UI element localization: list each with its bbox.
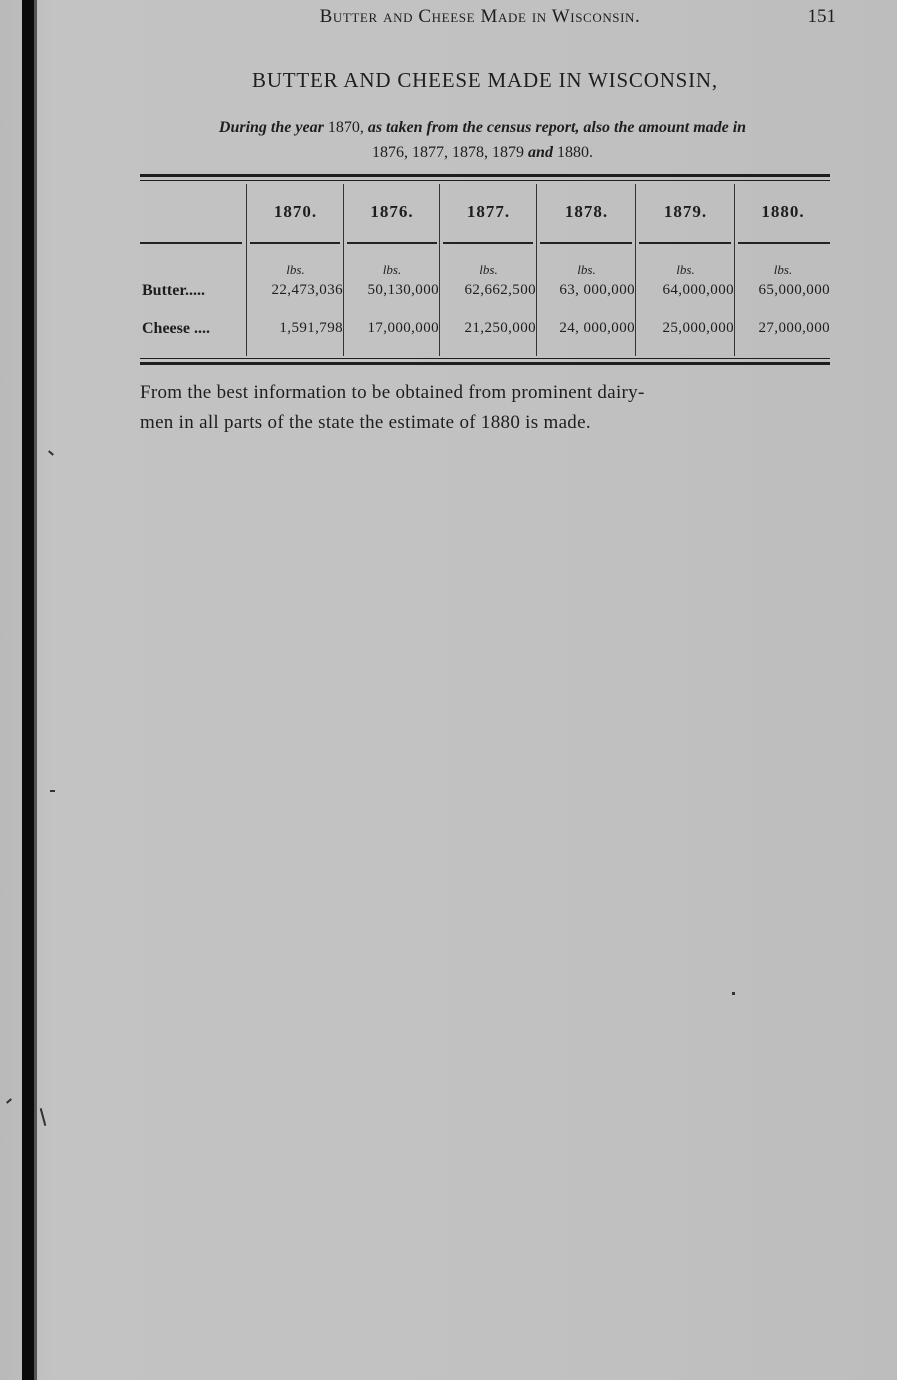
row-label-cheese: Cheese .... [142,320,210,337]
column-header-1878: 1878. [564,202,609,221]
binding-edge [22,0,34,1380]
butter-1878: 63, 000,000 [559,282,635,298]
page-title: BUTTER AND CHEESE MADE IN WISCONSIN, [252,68,718,92]
butter-1879: 64,000,000 [662,282,734,298]
unit-label: lbs. [382,262,402,277]
subtitle-years: 1876, 1877, 1878, 1879 [372,144,525,161]
page-subtitle [130,115,835,165]
unit-label: lbs. [676,262,695,277]
subtitle-year: 1870, [327,119,364,136]
table-bottom-rule [140,362,830,365]
binding-shadow [34,0,37,1380]
butter-1876: 50,130,000 [367,282,439,298]
column-header-1879: 1879. [663,202,708,221]
butter-1880: 65,000,000 [758,282,830,298]
butter-1870: 22,473,036 [271,282,343,298]
scan-speck [40,1108,47,1126]
production-table [140,170,830,370]
header-underline [443,242,533,244]
unit-label: lbs. [577,262,596,277]
table-top-rule-thin [140,180,830,181]
cheese-1877: 21,250,000 [464,320,536,336]
cheese-1879: 25,000,000 [662,320,734,336]
subtitle-part1: During the year [218,119,324,136]
unit-label: lbs. [773,262,793,277]
unit-label: lbs. [286,262,305,277]
table-bottom-rule-thin [140,358,830,359]
row-label-butter: Butter..... [142,282,205,299]
cheese-1878: 24, 000,000 [559,320,635,336]
subtitle-line-2 [130,140,835,165]
body-paragraph [140,378,840,438]
butter-1877: 62,662,500 [464,282,536,298]
unit-label: lbs. [479,262,498,277]
cheese-1880: 27,000,000 [758,320,830,336]
header-underline [250,242,340,244]
scan-speck [6,1098,12,1103]
header-underline [540,242,632,244]
header-underline [140,242,242,244]
page-number: 151 [807,6,836,27]
subtitle-last-year: 1880. [556,144,593,161]
scan-speck [50,790,55,792]
paragraph-line-2: men in all parts of the state the estimate of 1880 is made. [140,412,591,433]
column-header-1876: 1876. [370,202,414,221]
header-underline [738,242,830,244]
cheese-1876: 17,000,000 [367,320,439,336]
column-header-1880: 1880. [761,202,805,221]
subtitle-part2: as taken from the census report, also the amount made in [367,119,747,136]
header-underline [347,242,437,244]
table-top-rule [140,174,830,177]
scan-speck [48,450,54,455]
subtitle-line-1 [130,115,835,140]
paragraph-line-1: From the best information to be obtained from prominent dairy- [140,382,645,403]
column-header-1877: 1877. [466,202,511,221]
scan-speck [732,992,735,995]
subtitle-and: and [528,144,553,161]
running-head: Butter and Cheese Made in Wisconsin. [319,6,641,27]
cheese-1870: 1,591,798 [279,320,343,336]
column-header-1870: 1870. [273,202,318,221]
header-underline [639,242,731,244]
